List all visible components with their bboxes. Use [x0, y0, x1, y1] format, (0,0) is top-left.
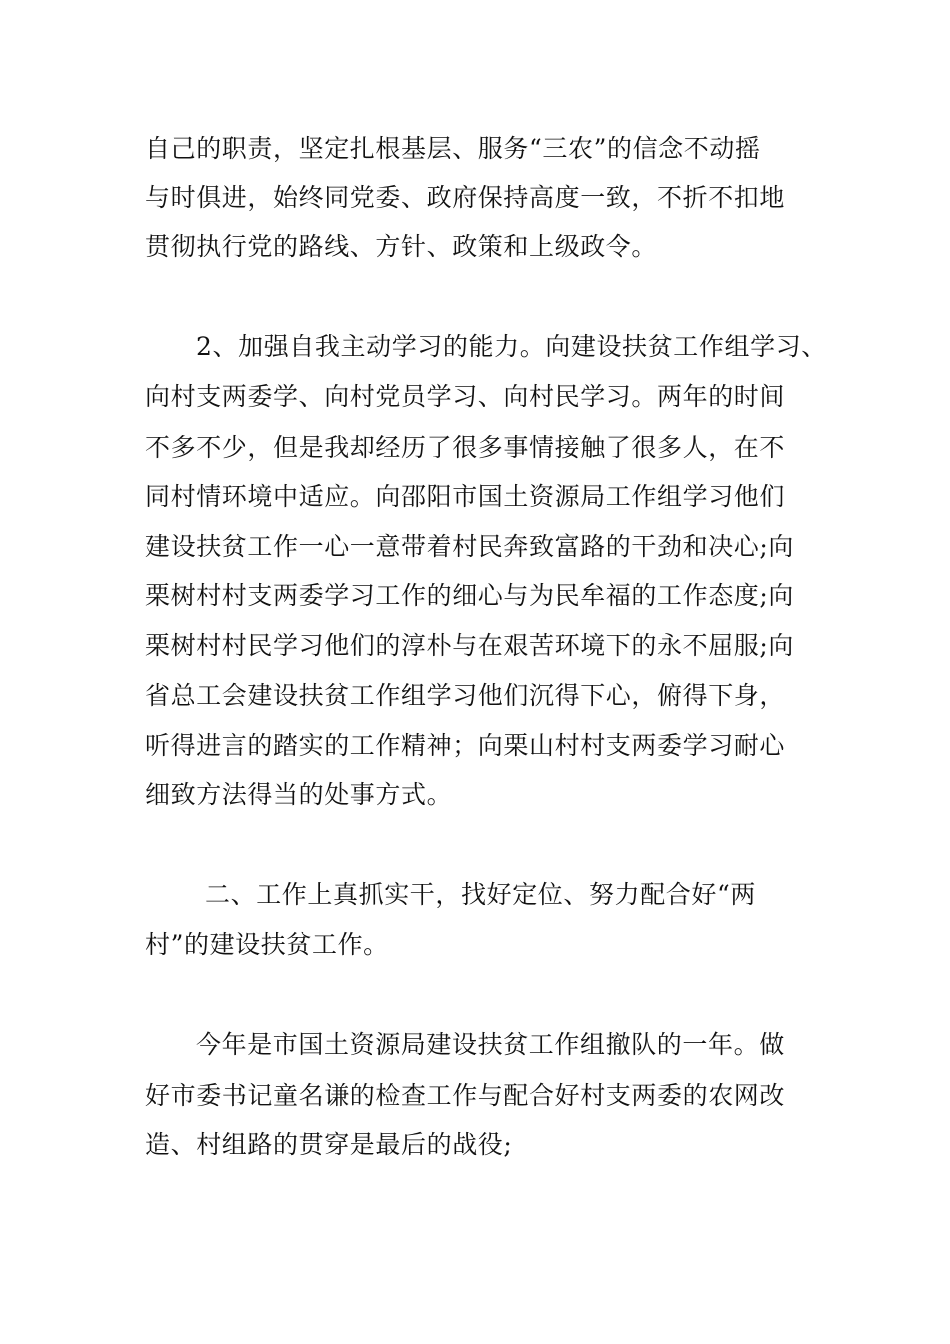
text-line: 好市委书记童名谦的检查工作与配合好村支两委的农网改 — [145, 1081, 786, 1110]
text-line: 建设扶贫工作一心一意带着村民奔致富路的干劲和决心;向 — [145, 532, 795, 561]
text-line: 贯彻执行党的路线、方针、政策和上级政令。 — [145, 232, 658, 261]
text-line: 与时俱进，始终同党委、政府保持高度一致，不折不扣地 — [145, 183, 786, 212]
text-line: 2、加强自我主动学习的能力。向建设扶贫工作组学习、 — [196, 332, 827, 361]
text-line: 省总工会建设扶贫工作组学习他们沉得下心，俯得下身， — [145, 681, 786, 710]
text-line: 栗树村村支两委学习工作的细心与为民牟福的工作态度;向 — [145, 581, 795, 610]
heading-line: 二、工作上真抓实干，找好定位、努力配合好“两 — [205, 880, 756, 909]
text-line: 不多不少，但是我却经历了很多事情接触了很多人，在不 — [145, 433, 786, 462]
text-line: 自己的职责，坚定扎根基层、服务“三农”的信念不动摇 — [145, 134, 761, 163]
text-line: 向村支两委学、向村党员学习、向村民学习。两年的时间 — [145, 382, 786, 411]
heading-line: 村”的建设扶贫工作。 — [145, 930, 389, 959]
text-line: 栗树村村民学习他们的淳朴与在艰苦环境下的永不屈服;向 — [145, 631, 795, 660]
text-line: 今年是市国土资源局建设扶贫工作组撤队的一年。做 — [196, 1030, 785, 1059]
text-line: 造、村组路的贯穿是最后的战役; — [145, 1130, 513, 1159]
text-line: 听得进言的踏实的工作精神；向栗山村村支两委学习耐心 — [145, 731, 786, 760]
text-line: 细致方法得当的处事方式。 — [145, 780, 453, 809]
text-line: 同村情环境中适应。向邵阳市国土资源局工作组学习他们 — [145, 482, 786, 511]
